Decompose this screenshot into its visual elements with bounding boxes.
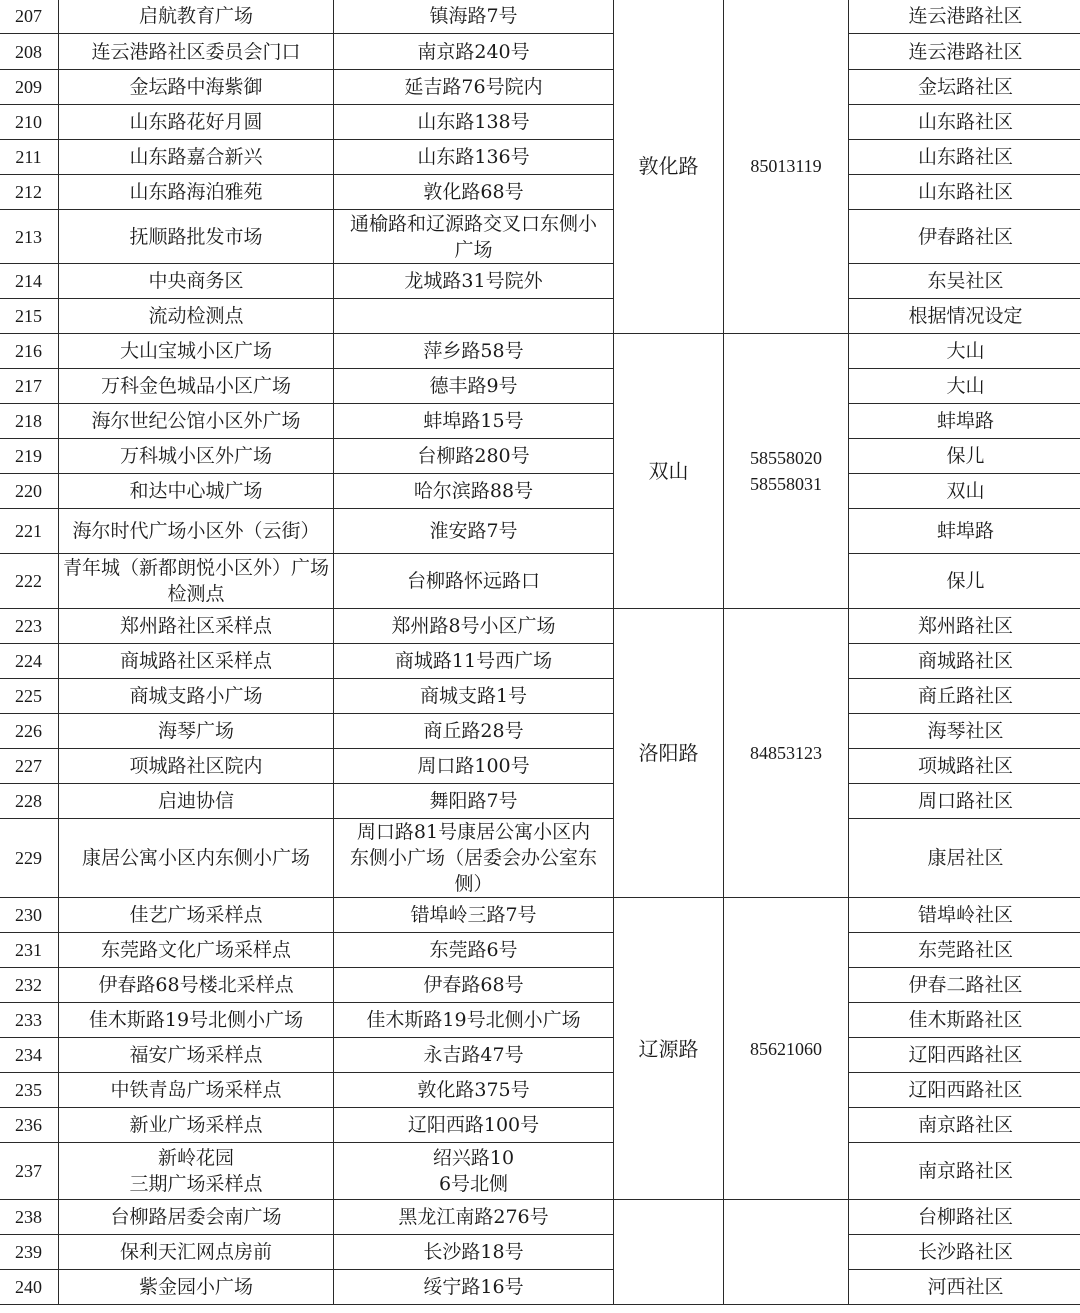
community-cell: 蚌埠路 [849,404,1080,439]
row-number-cell: 228 [0,784,59,819]
table-row [0,474,1080,509]
community-cell: 长沙路社区 [849,1235,1080,1270]
row-number-cell: 237 [0,1143,59,1200]
community-cell: 辽阳西路社区 [849,1038,1080,1073]
site-name-cell: 青年城（新都朗悦小区外）广场检测点 [59,554,334,609]
street-office-cell: 敦化路 [614,0,724,334]
address-cell: 台柳路怀远路口 [334,554,614,609]
address-cell: 敦化路68号 [334,175,614,210]
site-name-cell: 新业广场采样点 [59,1108,334,1143]
row-number-cell: 215 [0,299,59,334]
row-number-cell: 239 [0,1235,59,1270]
community-cell: 伊春二路社区 [849,968,1080,1003]
address-cell: 龙城路31号院外 [334,264,614,299]
row-number-cell: 220 [0,474,59,509]
table-row [0,1038,1080,1073]
community-cell: 蚌埠路 [849,509,1080,554]
site-name-cell: 紫金园小广场 [59,1270,334,1305]
street-office-cell: 辽源路 [614,898,724,1200]
contact-phone-cell [724,1200,849,1305]
site-name-cell: 万科城小区外广场 [59,439,334,474]
table-row [0,1270,1080,1305]
address-cell: 南京路240号 [334,34,614,70]
table-row [0,714,1080,749]
row-number-cell: 217 [0,369,59,404]
table-row [0,609,1080,644]
community-cell: 连云港路社区 [849,0,1080,34]
community-cell: 山东路社区 [849,175,1080,210]
table-row [0,968,1080,1003]
site-name-cell: 商城路社区采样点 [59,644,334,679]
row-number-cell: 224 [0,644,59,679]
address-cell: 东莞路6号 [334,933,614,968]
row-number-cell: 211 [0,140,59,175]
row-number-cell: 214 [0,264,59,299]
community-cell: 台柳路社区 [849,1200,1080,1235]
site-name-cell: 抚顺路批发市场 [59,210,334,264]
table-row [0,439,1080,474]
site-name-cell: 台柳路居委会南广场 [59,1200,334,1235]
table-row [0,105,1080,140]
street-office-cell [614,1200,724,1305]
address-cell: 舞阳路7号 [334,784,614,819]
table-row [0,1200,1080,1235]
community-cell: 海琴社区 [849,714,1080,749]
table-row [0,1073,1080,1108]
site-name-cell: 郑州路社区采样点 [59,609,334,644]
row-number-cell: 227 [0,749,59,784]
community-cell: 佳木斯路社区 [849,1003,1080,1038]
site-name-cell: 和达中心城广场 [59,474,334,509]
community-cell: 大山 [849,334,1080,369]
community-cell: 连云港路社区 [849,34,1080,70]
address-cell [334,1143,614,1200]
community-cell: 东莞路社区 [849,933,1080,968]
address-cell: 永吉路47号 [334,1038,614,1073]
table-row [0,369,1080,404]
street-office-cell: 双山 [614,334,724,609]
phone-number: 58558020 [750,448,822,468]
row-number-cell: 221 [0,509,59,554]
community-cell: 金坛路社区 [849,70,1080,105]
cell-line: 周口路81号康居公寓小区内 [356,821,591,843]
address-cell: 德丰路9号 [334,369,614,404]
community-cell: 郑州路社区 [849,609,1080,644]
table-row [0,644,1080,679]
community-cell: 山东路社区 [849,105,1080,140]
address-cell: 延吉路76号院内 [334,70,614,105]
row-number-cell: 222 [0,554,59,609]
address-cell: 错埠岭三路7号 [334,898,614,933]
table-row [0,679,1080,714]
row-number-cell: 229 [0,819,59,898]
site-name-cell [59,1143,334,1200]
site-name-cell: 保利天汇网点房前 [59,1235,334,1270]
row-number-cell: 209 [0,70,59,105]
cell-line: 广场 [454,238,493,261]
address-cell: 辽阳西路100号 [334,1108,614,1143]
row-number-cell: 226 [0,714,59,749]
table-row [0,1235,1080,1270]
address-cell: 台柳路280号 [334,439,614,474]
community-cell: 项城路社区 [849,749,1080,784]
site-name-cell: 流动检测点 [59,299,334,334]
address-cell [334,210,614,264]
community-cell: 辽阳西路社区 [849,1073,1080,1108]
site-name-cell: 海琴广场 [59,714,334,749]
row-number-cell: 213 [0,210,59,264]
table-row [0,264,1080,299]
row-number-cell: 238 [0,1200,59,1235]
cell-line: 三期广场采样点 [129,1173,263,1195]
row-number-cell: 235 [0,1073,59,1108]
address-cell: 郑州路8号小区广场 [334,609,614,644]
row-number-cell: 219 [0,439,59,474]
table-row [0,554,1080,609]
site-name-cell: 连云港路社区委员会门口 [59,34,334,70]
site-name-cell: 山东路花好月圆 [59,105,334,140]
row-number-cell: 207 [0,0,59,34]
site-name-cell: 大山宝城小区广场 [59,334,334,369]
phone-number: 58558031 [750,474,822,494]
row-number-cell: 210 [0,105,59,140]
table-row [0,898,1080,933]
row-number-cell: 232 [0,968,59,1003]
address-cell: 商丘路28号 [334,714,614,749]
cell-line: 绍兴路10 [432,1147,515,1169]
cell-line: 东侧小广场（居委会办公室东侧） [349,847,597,895]
table-row [0,1108,1080,1143]
community-cell: 河西社区 [849,1270,1080,1305]
table-row [0,1003,1080,1038]
site-name-cell: 万科金色城品小区广场 [59,369,334,404]
row-number-cell: 225 [0,679,59,714]
phone-number: 85621060 [750,1038,822,1059]
site-name-cell: 山东路嘉合新兴 [59,140,334,175]
table-row [0,749,1080,784]
row-number-cell: 236 [0,1108,59,1143]
row-number-cell: 231 [0,933,59,968]
site-name-cell: 福安广场采样点 [59,1038,334,1073]
row-number-cell: 216 [0,334,59,369]
site-name-cell: 海尔时代广场小区外（云街） [59,509,334,554]
contact-phone-cell [724,334,849,609]
row-number-cell: 208 [0,34,59,70]
table-row [0,70,1080,105]
table-row [0,210,1080,264]
site-name-cell [59,784,334,819]
site-name-cell: 中铁青岛广场采样点 [59,1073,334,1108]
address-cell: 蚌埠路15号 [334,404,614,439]
address-cell: 佳木斯路19号北侧小广场 [334,1003,614,1038]
address-cell: 黑龙江南路276号 [334,1200,614,1235]
address-cell: 萍乡路58号 [334,334,614,369]
row-number-cell: 240 [0,1270,59,1305]
table-row [0,819,1080,898]
table-row [0,784,1080,819]
address-cell: 山东路136号 [334,140,614,175]
community-cell: 错埠岭社区 [849,898,1080,933]
address-cell: 长沙路18号 [334,1235,614,1270]
address-cell: 镇海路7号 [334,0,614,34]
community-cell: 南京路社区 [849,1143,1080,1200]
community-cell: 大山 [849,369,1080,404]
community-cell: 商城路社区 [849,644,1080,679]
table-row [0,933,1080,968]
community-cell: 康居社区 [849,819,1080,898]
community-cell: 东吴社区 [849,264,1080,299]
address-cell: 伊春路68号 [334,968,614,1003]
address-cell: 周口路100号 [334,749,614,784]
street-office-cell: 洛阳路 [614,609,724,898]
row-number-cell: 234 [0,1038,59,1073]
site-name-cell: 海尔世纪公馆小区外广场 [59,404,334,439]
row-number-cell: 218 [0,404,59,439]
community-cell: 双山 [849,474,1080,509]
address-cell: 淮安路7号 [334,509,614,554]
site-name-cell: 东莞路文化广场采样点 [59,933,334,968]
contact-phone-cell [724,898,849,1200]
table-row [0,34,1080,70]
table-row [0,0,1080,34]
cell-line: 启迪协信 [157,790,234,812]
address-cell: 山东路138号 [334,105,614,140]
address-cell: 商城支路1号 [334,679,614,714]
address-cell: 绥宁路16号 [334,1270,614,1305]
site-name-cell: 启航教育广场 [59,0,334,34]
site-name-cell: 中央商务区 [59,264,334,299]
row-number-cell: 223 [0,609,59,644]
community-cell: 南京路社区 [849,1108,1080,1143]
site-name-cell: 商城支路小广场 [59,679,334,714]
table-row [0,509,1080,554]
table-row [0,175,1080,210]
table-row [0,1143,1080,1200]
community-cell: 山东路社区 [849,140,1080,175]
row-number-cell: 230 [0,898,59,933]
phone-number: 85013119 [750,156,822,176]
site-name-cell: 佳木斯路19号北侧小广场 [59,1003,334,1038]
site-name-cell: 佳艺广场采样点 [59,898,334,933]
community-cell: 保儿 [849,554,1080,609]
site-name-cell: 项城路社区院内 [59,749,334,784]
contact-phone-cell [724,609,849,898]
row-number-cell: 212 [0,175,59,210]
table-row [0,299,1080,334]
site-name-cell: 金坛路中海紫御 [59,70,334,105]
community-cell: 商丘路社区 [849,679,1080,714]
table-row [0,334,1080,369]
cell-line: 通榆路和辽源路交叉口东侧小 [349,212,597,235]
address-cell: 敦化路375号 [334,1073,614,1108]
community-cell: 伊春路社区 [849,210,1080,264]
address-cell [334,299,614,334]
table-row [0,404,1080,439]
contact-phone-cell [724,0,849,334]
site-name-cell: 康居公寓小区内东侧小广场 [59,819,334,898]
address-cell: 哈尔滨路88号 [334,474,614,509]
community-cell: 保儿 [849,439,1080,474]
site-name-cell: 伊春路68号楼北采样点 [59,968,334,1003]
cell-line: 新岭花园 [157,1147,234,1169]
row-number-cell: 233 [0,1003,59,1038]
community-cell: 根据情况设定 [849,299,1080,334]
community-cell: 周口路社区 [849,784,1080,819]
address-cell [334,819,614,898]
address-cell: 商城路11号西广场 [334,644,614,679]
cell-line: 6号北侧 [438,1173,509,1195]
table-row [0,140,1080,175]
phone-number: 84853123 [750,743,822,763]
site-name-cell: 山东路海泊雅苑 [59,175,334,210]
